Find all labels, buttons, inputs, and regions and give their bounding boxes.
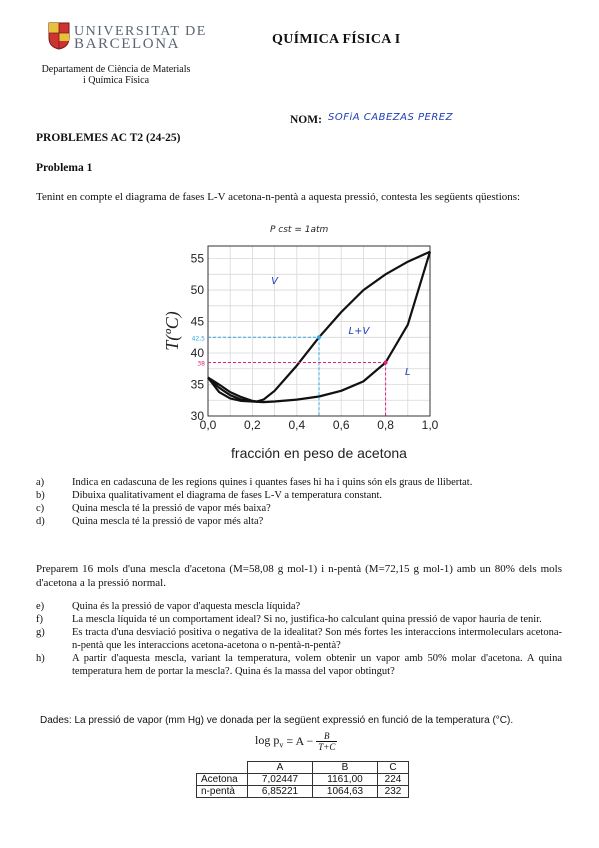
table-row: [197, 774, 409, 786]
handwritten-pressure-note: P cst = 1atm: [270, 225, 329, 235]
question-label: f): [36, 614, 43, 625]
x-tick-label: 0,4: [288, 418, 306, 432]
table-cell: 224: [378, 774, 409, 786]
guide-point: [317, 335, 321, 339]
antoine-formula: [255, 731, 337, 752]
x-tick-label: 1,0: [421, 418, 439, 432]
table-cell: A: [248, 762, 313, 774]
question-item: [36, 626, 562, 652]
formula-rhs: = A −: [286, 734, 314, 748]
x-tick-label: 0,8: [377, 418, 394, 432]
question-item: [36, 502, 562, 515]
department-line1: Departament de Ciència de Materials: [41, 64, 191, 75]
table-cell: 6,85221: [248, 786, 313, 798]
table-cell: Acetona: [197, 774, 248, 786]
table-cell: 1161,00: [313, 774, 378, 786]
guide-value-label: 38: [197, 360, 205, 368]
region-label: V: [271, 275, 279, 287]
questions-e-h: [36, 600, 562, 678]
y-tick-label: 40: [190, 346, 204, 361]
table-cell: C: [378, 762, 409, 774]
phase-diagram-chart: [160, 218, 450, 468]
question-label: d): [36, 516, 45, 527]
course-title: QUÍMICA FÍSICA I: [272, 32, 401, 47]
region-label: L+V: [348, 326, 370, 338]
question-label: g): [36, 627, 45, 638]
y-tick-label: 35: [190, 377, 204, 392]
table-cell: 7,02447: [248, 774, 313, 786]
question-item: [36, 476, 562, 489]
guide-point: [384, 360, 388, 364]
guide-value-label: 42,5: [191, 335, 205, 343]
question-label: a): [36, 477, 45, 488]
formula-lhs: log p: [255, 733, 280, 748]
question-item: [36, 489, 562, 502]
table-row: [197, 786, 409, 798]
mixture-paragraph: Preparem 16 mols d'una mescla d'acetona (M=58,08 g mol-1) i n-pentà (M=72,15 g mol-1) amb un 80% dels mols d'acetona a la pressió normal.: [36, 563, 562, 589]
y-tick-label: 55: [190, 251, 204, 266]
department-line2: i Química Física: [82, 75, 150, 86]
question-text: Dibuixa qualitativament el diagrama de fases L-V a temperatura constant.: [72, 490, 383, 501]
data-note: Dades: La pressió de vapor (mm Hg) ve donada per la següent expressió en funció de la temperatura (°C).: [40, 715, 514, 726]
y-axis-label: T(ºC): [162, 311, 182, 351]
x-tick-label: 0,0: [199, 418, 217, 432]
questions-a-d: [36, 476, 562, 528]
y-tick-label: 50: [190, 283, 204, 298]
question-text: Quina és la pressió de vapor d'aquesta mescla líquida?: [72, 601, 301, 612]
problems-heading: PROBLEMES AC T2 (24-25): [36, 132, 181, 144]
x-tick-label: 0,2: [244, 418, 261, 432]
question-text: A partir d'aquesta mescla, variant la temperatura, volem obtenir un vapor amb 50% molar d'acetona. A quina temperatura hem de portar la mescla?. Quina és la massa del vapor obtingut?: [72, 653, 562, 677]
table-cell: 232: [378, 786, 409, 798]
question-text: Es tracta d'una desviació positiva o negativa de la idealitat? Son més fortes les interaccions intermoleculars acetona-n-pentà que les interaccions acetona-acetona o n-pentà-n-pentà?: [72, 627, 562, 651]
region-label: L: [405, 367, 411, 379]
university-crest-logo: [48, 22, 70, 50]
question-text: La mescla líquida té un comportament ideal? Si no, justifica-ho calculant quina pressió de vapor hauria de tenir.: [72, 614, 542, 625]
question-item: [36, 600, 562, 613]
department-name: [36, 64, 196, 86]
y-tick-label: 45: [190, 314, 204, 329]
formula-numerator: B: [324, 731, 330, 741]
table-cell: B: [313, 762, 378, 774]
student-name-handwritten: SOFiA CABEZAS PEREZ: [328, 112, 453, 123]
question-label: h): [36, 653, 45, 664]
university-name-line1: UNIVERSITAT DE: [74, 24, 207, 39]
problem-intro: Tenint en compte el diagrama de fases L-V acetona-n-pentà a aquesta pressió, contesta les següents qüestions:: [36, 191, 521, 203]
table-cell: n-pentà: [197, 786, 248, 798]
question-label: c): [36, 503, 45, 514]
y-tick-label: 30: [190, 409, 204, 423]
table-header-row: [197, 762, 409, 774]
table-cell: 1064,63: [313, 786, 378, 798]
problem-1-heading: Problema 1: [36, 162, 93, 174]
question-item: [36, 515, 562, 528]
question-label: b): [36, 490, 45, 501]
formula-denominator: T+C: [318, 742, 336, 752]
question-text: Quina mescla té la pressió de vapor més alta?: [72, 516, 264, 527]
antoine-constants-table: [196, 761, 409, 798]
question-label: e): [36, 601, 45, 612]
question-item: [36, 652, 562, 678]
formula-sub: v: [279, 740, 284, 750]
question-item: [36, 613, 562, 626]
university-name-line2: BARCELONA: [74, 36, 181, 52]
name-label: NOM:: [290, 114, 322, 126]
x-tick-label: 0,6: [332, 418, 350, 432]
question-text: Quina mescla té la pressió de vapor més baixa?: [72, 503, 271, 514]
question-text: Indica en cadascuna de les regions quines i quantes fases hi ha i quins són els graus de llibertat.: [72, 477, 473, 488]
table-cell: [197, 762, 248, 774]
x-axis-label: fracción en peso de acetona: [231, 445, 407, 461]
